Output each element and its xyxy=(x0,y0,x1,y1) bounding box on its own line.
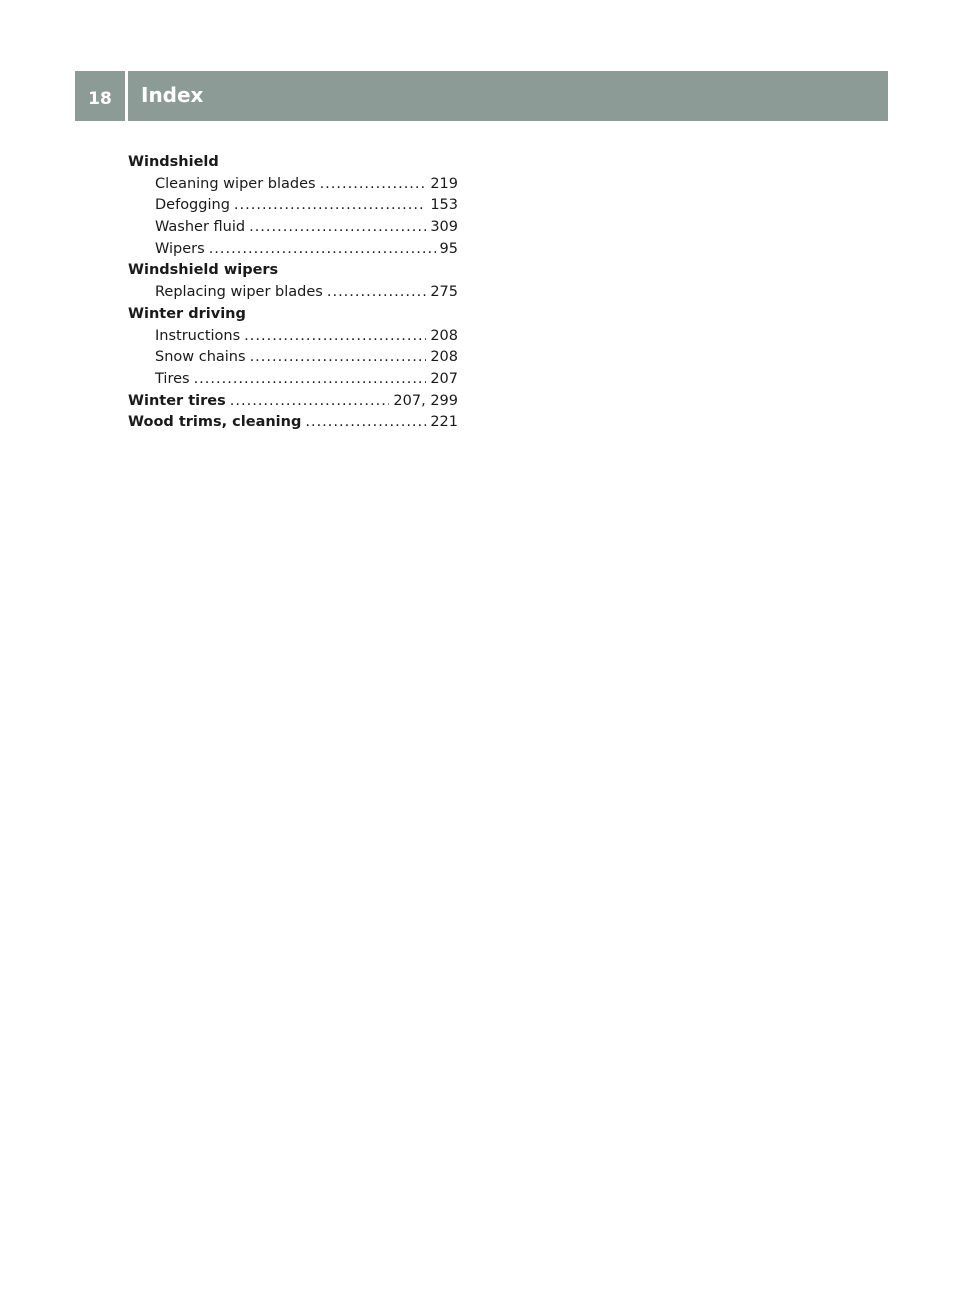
index-entry-label: Winter tires xyxy=(128,392,226,409)
page-number: 18 xyxy=(88,89,112,109)
index-heading-windshield: Windshield xyxy=(128,154,219,170)
index-entry-page: 219 xyxy=(430,175,458,192)
index-entry-page: 95 xyxy=(439,240,458,257)
dot-leader xyxy=(249,217,426,239)
index-entry-label: Snow chains xyxy=(155,349,246,366)
index-entry[interactable] xyxy=(128,174,458,196)
index-entry-page: 208 xyxy=(430,349,458,366)
index-entry-wood-trims[interactable] xyxy=(128,412,458,434)
index-entry-page: 309 xyxy=(430,219,458,236)
index-entry-label: Defogging xyxy=(155,197,230,214)
index-entry-label: Instructions xyxy=(155,327,241,344)
index-list xyxy=(128,152,458,434)
index-entry-page: 207 xyxy=(430,370,458,387)
index-entry[interactable] xyxy=(128,195,458,217)
index-heading-windshield-wipers: Windshield wipers xyxy=(128,262,279,279)
dot-leader xyxy=(244,326,426,348)
index-entry-label: Washer fluid xyxy=(155,219,246,236)
index-entry[interactable] xyxy=(128,282,458,304)
dot-leader xyxy=(194,369,427,391)
dot-leader xyxy=(230,391,390,413)
header-bar xyxy=(75,71,888,121)
dot-leader xyxy=(320,174,427,196)
section-title: Index xyxy=(141,83,204,107)
index-entry-label: Tires xyxy=(155,370,190,387)
index-entry[interactable] xyxy=(128,347,458,369)
index-entry-label: Wood trims, cleaning xyxy=(128,414,302,431)
index-entry-label: Replacing wiper blades xyxy=(155,284,323,301)
index-entry-winter-tires[interactable] xyxy=(128,391,458,413)
dot-leader xyxy=(305,412,426,434)
index-entry-page: 153 xyxy=(430,197,458,214)
index-entry-page: 275 xyxy=(430,284,458,301)
dot-leader xyxy=(327,282,426,304)
index-entry-page: 221 xyxy=(430,414,458,431)
index-entry-label: Cleaning wiper blades xyxy=(155,175,316,192)
index-entry[interactable] xyxy=(128,217,458,239)
dot-leader xyxy=(234,195,426,217)
index-entry-page: 208 xyxy=(430,327,458,344)
index-entry-page: 207, 299 xyxy=(393,392,458,409)
index-heading-winter-driving: Winter driving xyxy=(128,305,246,322)
header-divider xyxy=(125,71,128,121)
index-entry-label: Wipers xyxy=(155,240,205,257)
dot-leader xyxy=(250,347,427,369)
dot-leader xyxy=(209,239,436,261)
index-entry[interactable] xyxy=(128,326,458,348)
index-entry[interactable] xyxy=(128,369,458,391)
index-entry[interactable] xyxy=(128,239,458,261)
